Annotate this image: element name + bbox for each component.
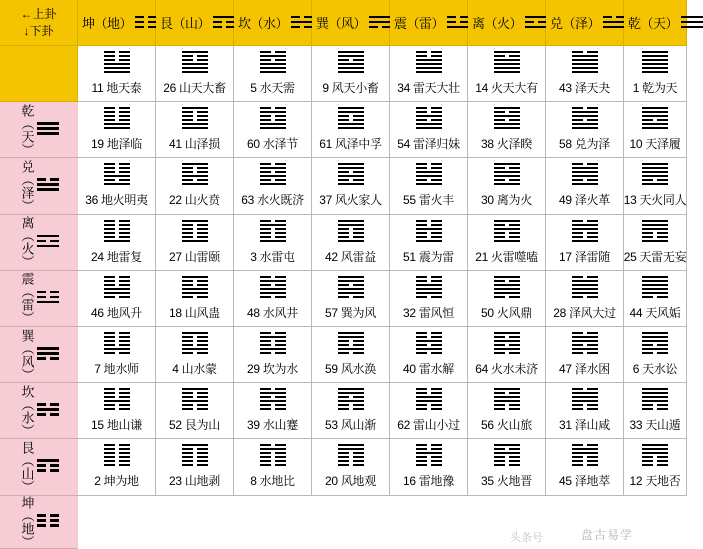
row-header-label: 乾（天） bbox=[19, 103, 35, 156]
hexagram-cell bbox=[312, 271, 390, 327]
hexagram-label: 50 火风鼎 bbox=[481, 305, 532, 320]
hexagram-glyph bbox=[37, 291, 59, 306]
hexagram-label: 17 泽雷随 bbox=[559, 249, 610, 264]
hexagram-label: 26 山天大畜 bbox=[163, 81, 226, 95]
hexagram-label: 22 山火贲 bbox=[169, 193, 220, 208]
hexagram-label: 31 泽山咸 bbox=[559, 418, 610, 433]
hexagram-label: 41 山泽损 bbox=[169, 137, 220, 152]
column-header-label: 离（火） bbox=[472, 16, 523, 31]
row-header-kun bbox=[0, 496, 78, 549]
hexagram-cell bbox=[312, 102, 390, 158]
hexagram-cell bbox=[390, 327, 468, 383]
hexagram-label: 44 天风姤 bbox=[629, 305, 681, 320]
hexagram-cell bbox=[624, 158, 687, 214]
hexagram-glyph bbox=[104, 388, 130, 412]
hexagram-label: 28 泽风大过 bbox=[553, 305, 616, 320]
hexagram-glyph bbox=[369, 16, 391, 31]
hexagram-glyph bbox=[572, 388, 598, 412]
hexagram-glyph bbox=[416, 444, 442, 468]
hexagram-label: 13 天火同人 bbox=[623, 193, 687, 208]
hexagram-cell bbox=[390, 383, 468, 439]
hexagram-glyph bbox=[182, 220, 208, 244]
column-header-kun bbox=[78, 0, 156, 46]
hexagram-glyph bbox=[338, 332, 364, 356]
hexagram-cell bbox=[312, 158, 390, 214]
hexagram-glyph bbox=[260, 388, 286, 412]
hexagram-label: 39 水山蹇 bbox=[247, 418, 298, 433]
hexagram-glyph bbox=[642, 276, 668, 300]
column-header-label: 兑（泽） bbox=[550, 16, 601, 31]
hexagram-label: 52 艮为山 bbox=[169, 418, 220, 433]
hexagram-label: 14 火天大有 bbox=[475, 81, 538, 95]
hexagram-label: 7 地水师 bbox=[94, 361, 139, 376]
hexagram-label: 10 天泽履 bbox=[629, 137, 681, 152]
hexagram-label: 57 巽为风 bbox=[325, 305, 376, 320]
column-header-gen bbox=[156, 0, 234, 46]
row-header-label: 坎（水） bbox=[19, 384, 35, 437]
hexagram-glyph bbox=[494, 51, 520, 75]
hexagram-glyph bbox=[338, 107, 364, 131]
hexagram-label: 63 水火既济 bbox=[241, 193, 304, 208]
hexagram-glyph bbox=[494, 332, 520, 356]
hexagram-glyph bbox=[338, 220, 364, 244]
hexagram-label: 5 水天需 bbox=[250, 81, 295, 95]
hexagram-cell bbox=[546, 102, 624, 158]
hexagram-label: 43 泽天夬 bbox=[559, 81, 610, 95]
hexagram-cell bbox=[468, 46, 546, 102]
hexagram-cell bbox=[546, 158, 624, 214]
hexagram-cell bbox=[234, 46, 312, 102]
hexagram-glyph bbox=[104, 276, 130, 300]
hexagram-cell bbox=[78, 271, 156, 327]
hexagram-glyph bbox=[416, 163, 442, 187]
row-header-dui bbox=[0, 158, 78, 214]
hexagram-label: 64 火水未济 bbox=[475, 361, 538, 376]
hexagram-label: 18 山风蛊 bbox=[169, 305, 220, 320]
hexagram-label: 53 风山渐 bbox=[325, 418, 376, 433]
column-header-xun bbox=[312, 0, 390, 46]
hexagram-glyph bbox=[182, 276, 208, 300]
watermark-text: 盘古易学 bbox=[580, 528, 633, 542]
hexagram-label: 21 火雷噬嗑 bbox=[475, 249, 538, 264]
hexagram-label: 46 地风升 bbox=[91, 305, 142, 320]
column-header-zhen bbox=[390, 0, 468, 46]
hexagram-cell bbox=[624, 46, 687, 102]
hexagram-label: 47 泽水困 bbox=[559, 361, 610, 376]
hexagram-cell bbox=[156, 102, 234, 158]
row-header-zhen bbox=[0, 271, 78, 327]
watermark-secondary-text: 头条号 bbox=[510, 532, 543, 544]
corner-upper-label: ←上卦 bbox=[20, 6, 57, 21]
hexagram-cell bbox=[156, 327, 234, 383]
hexagram-glyph bbox=[260, 107, 286, 131]
hexagram-glyph bbox=[338, 388, 364, 412]
hexagram-label: 38 火泽睽 bbox=[481, 137, 532, 152]
hexagram-cell bbox=[156, 383, 234, 439]
hexagram-label: 40 雷水解 bbox=[403, 361, 454, 376]
hexagram-cell bbox=[78, 383, 156, 439]
hexagram-glyph bbox=[572, 163, 598, 187]
hexagram-cell bbox=[468, 383, 546, 439]
hexagram-glyph bbox=[104, 51, 130, 75]
hexagram-glyph bbox=[291, 16, 313, 31]
hexagram-label: 20 风地观 bbox=[325, 474, 376, 489]
hexagram-cell bbox=[624, 215, 687, 271]
hexagram-label: 15 地山谦 bbox=[91, 418, 142, 433]
row-header-label: 震（雷） bbox=[19, 272, 35, 325]
hexagram-glyph bbox=[37, 178, 59, 193]
hexagram-cell bbox=[546, 383, 624, 439]
hexagram-glyph bbox=[494, 388, 520, 412]
hexagram-glyph bbox=[104, 107, 130, 131]
hexagram-glyph bbox=[260, 163, 286, 187]
hexagram-glyph bbox=[603, 16, 625, 31]
hexagram-glyph bbox=[182, 332, 208, 356]
row-header-label: 兑（泽） bbox=[19, 159, 35, 212]
hexagram-glyph bbox=[572, 276, 598, 300]
hexagram-glyph bbox=[338, 51, 364, 75]
hexagram-label: 2 坤为地 bbox=[94, 474, 139, 489]
hexagram-label: 4 山水蒙 bbox=[172, 361, 217, 376]
hexagram-label: 51 震为雷 bbox=[403, 249, 454, 264]
hexagram-label: 27 山雷颐 bbox=[169, 249, 220, 264]
hexagram-cell bbox=[390, 439, 468, 495]
hexagram-label: 55 雷火丰 bbox=[403, 193, 454, 208]
hexagram-glyph bbox=[572, 51, 598, 75]
row-header-xun bbox=[0, 327, 78, 383]
hexagram-label: 25 天雷无妄 bbox=[623, 249, 687, 264]
hexagram-cell bbox=[468, 327, 546, 383]
column-header-label: 乾（天） bbox=[628, 16, 679, 31]
hexagram-label: 6 天水讼 bbox=[632, 361, 678, 376]
hexagram-glyph bbox=[494, 276, 520, 300]
table-corner-topright bbox=[0, 46, 78, 102]
hexagram-cell bbox=[234, 215, 312, 271]
hexagram-glyph bbox=[642, 220, 668, 244]
row-header-label: 艮（山） bbox=[19, 440, 35, 493]
hexagram-cell bbox=[546, 271, 624, 327]
row-header-qian bbox=[0, 102, 78, 158]
column-header-label: 坤（地） bbox=[82, 16, 133, 31]
hexagram-glyph bbox=[260, 276, 286, 300]
hexagram-cell bbox=[624, 383, 687, 439]
hexagram-label: 30 离为火 bbox=[481, 193, 532, 208]
hexagram-glyph bbox=[37, 459, 59, 474]
hexagram-cell bbox=[312, 439, 390, 495]
row-header-label: 离（火） bbox=[19, 216, 35, 269]
hexagram-label: 12 天地否 bbox=[629, 474, 681, 489]
hexagram-glyph bbox=[572, 220, 598, 244]
hexagram-label: 34 雷天大壮 bbox=[397, 81, 460, 95]
hexagram-glyph bbox=[642, 444, 668, 468]
hexagram-glyph bbox=[182, 388, 208, 412]
column-header-dui bbox=[546, 0, 624, 46]
hexagram-label: 29 坎为水 bbox=[247, 361, 298, 376]
hexagram-label: 19 地泽临 bbox=[91, 137, 142, 152]
hexagram-glyph bbox=[416, 107, 442, 131]
hexagram-cell bbox=[78, 439, 156, 495]
hexagram-cell bbox=[312, 215, 390, 271]
column-header-label: 坎（水） bbox=[238, 16, 289, 31]
hexagram-glyph bbox=[260, 444, 286, 468]
hexagram-label: 9 风天小畜 bbox=[322, 81, 379, 95]
hexagram-glyph bbox=[37, 403, 59, 418]
hexagram-glyph bbox=[260, 51, 286, 75]
corner-lower-label: ↓下卦 bbox=[23, 23, 54, 38]
hexagram-glyph bbox=[37, 347, 59, 362]
hexagram-cell bbox=[234, 271, 312, 327]
column-header-kan bbox=[234, 0, 312, 46]
hexagram-cell bbox=[624, 271, 687, 327]
hexagram-glyph bbox=[338, 444, 364, 468]
hexagram-label: 59 风水涣 bbox=[325, 361, 376, 376]
hexagram-glyph bbox=[104, 163, 130, 187]
hexagram-cell bbox=[468, 439, 546, 495]
hexagram-label: 24 地雷复 bbox=[91, 249, 142, 264]
hexagram-cell bbox=[234, 102, 312, 158]
column-header-li bbox=[468, 0, 546, 46]
hexagram-cell bbox=[78, 102, 156, 158]
hexagram-label: 32 雷风恒 bbox=[403, 305, 454, 320]
hexagram-glyph bbox=[104, 444, 130, 468]
hexagram-cell bbox=[390, 158, 468, 214]
hexagram-glyph bbox=[572, 107, 598, 131]
hexagram-cell bbox=[546, 46, 624, 102]
hexagram-cell bbox=[156, 46, 234, 102]
hexagram-label: 1 乾为天 bbox=[632, 81, 678, 95]
row-header-label: 巽（风） bbox=[19, 328, 35, 381]
hexagram-glyph bbox=[416, 220, 442, 244]
hexagram-glyph bbox=[642, 51, 668, 75]
hexagram-label: 54 雷泽归妹 bbox=[397, 137, 460, 152]
hexagram-glyph bbox=[447, 16, 469, 31]
hexagram-glyph bbox=[135, 16, 157, 31]
hexagram-cell bbox=[156, 215, 234, 271]
hexagram-cell bbox=[390, 102, 468, 158]
hexagram-cell bbox=[390, 46, 468, 102]
hexagram-label: 58 兑为泽 bbox=[559, 137, 610, 152]
hexagram-glyph bbox=[642, 332, 668, 356]
hexagram-cell bbox=[390, 215, 468, 271]
hexagram-cell bbox=[546, 439, 624, 495]
hexagram-cell bbox=[546, 215, 624, 271]
hexagram-glyph bbox=[182, 107, 208, 131]
hexagram-cell bbox=[468, 271, 546, 327]
hexagram-glyph bbox=[37, 122, 59, 137]
hexagram-glyph bbox=[182, 51, 208, 75]
hexagram-glyph bbox=[416, 332, 442, 356]
hexagram-cell bbox=[156, 439, 234, 495]
hexagram-label: 11 地天泰 bbox=[91, 81, 142, 95]
hexagram-cell bbox=[312, 383, 390, 439]
hexagram-glyph bbox=[416, 388, 442, 412]
row-header-kan bbox=[0, 383, 78, 439]
hexagram-label: 42 风雷益 bbox=[325, 249, 376, 264]
hexagram-cell bbox=[156, 271, 234, 327]
hexagram-glyph bbox=[104, 332, 130, 356]
hexagram-glyph bbox=[642, 107, 668, 131]
hexagram-label: 16 雷地豫 bbox=[403, 474, 454, 489]
hexagram-label: 49 泽火革 bbox=[559, 193, 610, 208]
hexagram-cell bbox=[546, 327, 624, 383]
hexagram-label: 23 山地剥 bbox=[169, 474, 220, 489]
row-header-li bbox=[0, 215, 78, 271]
hexagram-glyph bbox=[681, 16, 703, 31]
hexagram-cell bbox=[390, 271, 468, 327]
hexagram-glyph bbox=[416, 276, 442, 300]
hexagram-cell bbox=[468, 215, 546, 271]
hexagram-cell bbox=[234, 383, 312, 439]
column-header-label: 巽（风） bbox=[316, 16, 367, 31]
hexagram-label: 61 风泽中孚 bbox=[319, 137, 382, 152]
table-corner-legend bbox=[0, 0, 78, 46]
hexagram-glyph bbox=[260, 220, 286, 244]
hexagram-cell bbox=[156, 158, 234, 214]
hexagram-cell bbox=[312, 46, 390, 102]
hexagram-cell bbox=[624, 327, 687, 383]
hexagram-glyph bbox=[416, 51, 442, 75]
hexagram-glyph bbox=[182, 163, 208, 187]
hexagram-cell bbox=[468, 158, 546, 214]
hexagram-cell bbox=[234, 327, 312, 383]
hexagram-label: 45 泽地萃 bbox=[559, 474, 610, 489]
hexagram-cell bbox=[78, 327, 156, 383]
row-header-label: 坤（地） bbox=[19, 495, 35, 548]
hexagram-glyph bbox=[494, 107, 520, 131]
hexagram-glyph bbox=[494, 220, 520, 244]
hexagram-cell bbox=[234, 439, 312, 495]
hexagram-label: 48 水风井 bbox=[247, 305, 298, 320]
hexagram-glyph bbox=[572, 332, 598, 356]
hexagram-glyph bbox=[182, 444, 208, 468]
hexagram-glyph bbox=[260, 332, 286, 356]
column-header-qian bbox=[624, 0, 687, 46]
hexagram-glyph bbox=[494, 163, 520, 187]
hexagram-label: 35 火地晋 bbox=[481, 474, 532, 489]
hexagram-cell bbox=[78, 215, 156, 271]
hexagram-label: 60 水泽节 bbox=[247, 137, 298, 152]
hexagram-glyph bbox=[37, 235, 59, 250]
hexagram-label: 33 天山遁 bbox=[629, 418, 681, 433]
hexagram-label: 36 地火明夷 bbox=[85, 193, 148, 208]
hexagram-glyph bbox=[642, 163, 668, 187]
column-header-label: 艮（山） bbox=[160, 16, 211, 31]
hexagram-label: 8 水地比 bbox=[250, 474, 295, 489]
column-header-label: 震（雷） bbox=[394, 16, 445, 31]
hexagram-glyph bbox=[338, 163, 364, 187]
hexagram-label: 62 雷山小过 bbox=[397, 418, 460, 433]
hexagram-glyph bbox=[642, 388, 668, 412]
hexagram-cell bbox=[234, 158, 312, 214]
hexagram-glyph bbox=[338, 276, 364, 300]
hexagram-cell bbox=[78, 158, 156, 214]
hexagram-cell bbox=[312, 327, 390, 383]
hexagram-glyph bbox=[494, 444, 520, 468]
hexagram-glyph bbox=[104, 220, 130, 244]
hexagram-cell bbox=[468, 102, 546, 158]
hexagram-cell bbox=[78, 46, 156, 102]
hexagram-label: 56 火山旅 bbox=[481, 418, 532, 433]
hexagram-glyph bbox=[37, 514, 59, 529]
hexagram-glyph bbox=[213, 16, 235, 31]
hexagram-cell bbox=[624, 439, 687, 495]
hexagram-label: 3 水雷屯 bbox=[250, 249, 295, 264]
hexagram-glyph bbox=[525, 16, 547, 31]
hexagram-glyph bbox=[572, 444, 598, 468]
hexagram-label: 37 风火家人 bbox=[319, 193, 382, 208]
hexagram-cell bbox=[624, 102, 687, 158]
row-header-gen bbox=[0, 439, 78, 495]
